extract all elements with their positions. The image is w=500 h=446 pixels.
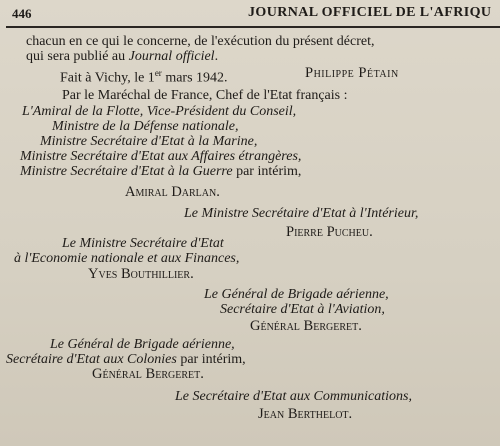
bouthillier-line-1: Le Ministre Secrétaire d'Etat <box>62 236 224 251</box>
intro-line: Par le Maréchal de France, Chef de l'Etat français : <box>62 88 348 103</box>
header-rule <box>6 26 500 28</box>
head-signatory: Philippe Pétain <box>305 65 399 81</box>
darlan-line-4: Ministre Secrétaire d'Etat aux Affaires étrangères, <box>20 149 302 164</box>
berthelot-line-1: Le Secrétaire d'Etat aux Communications, <box>175 389 412 404</box>
bouthillier-line-2: à l'Economie nationale et aux Finances, <box>14 251 240 266</box>
darlan-signature: Amiral Darlan. <box>125 184 220 200</box>
pucheu-signature: Pierre Pucheu. <box>286 224 373 240</box>
bergeret-colonies-line-2: Secrétaire d'Etat aux Colonies par intérim, <box>6 352 246 367</box>
pucheu-line-1: Le Ministre Secrétaire d'Etat à l'Intérieur, <box>184 206 419 221</box>
darlan-line-1: L'Amiral de la Flotte, Vice-Président du Conseil, <box>22 104 297 119</box>
darlan-line-3: Ministre Secrétaire d'Etat à la Marine, <box>40 134 258 149</box>
date-line: Fait à Vichy, le 1er mars 1942. <box>60 68 228 86</box>
bergeret-colonies-signature: Général Bergeret. <box>92 366 204 382</box>
bouthillier-signature: Yves Bouthillier. <box>88 266 194 282</box>
decree-line-2: qui sera publié au Journal officiel. <box>26 49 219 64</box>
berthelot-signature: Jean Berthelot. <box>258 406 353 422</box>
bergeret-colonies-line-1: Le Général de Brigade aérienne, <box>50 337 235 352</box>
page-number: 446 <box>12 6 32 21</box>
bergeret-aviation-line-2: Secrétaire d'Etat à l'Aviation, <box>220 302 385 317</box>
journal-title: JOURNAL OFFICIEL DE L'AFRIQU <box>248 5 492 20</box>
darlan-line-2: Ministre de la Défense nationale, <box>52 119 239 134</box>
bergeret-aviation-line-1: Le Général de Brigade aérienne, <box>204 287 389 302</box>
bergeret-aviation-signature: Général Bergeret. <box>250 318 362 334</box>
darlan-line-5: Ministre Secrétaire d'Etat à la Guerre par intérim, <box>20 164 302 179</box>
decree-line-1: chacun en ce qui le concerne, de l'exécution du présent décret, <box>26 34 375 49</box>
journal-name: Journal officiel <box>128 49 215 64</box>
